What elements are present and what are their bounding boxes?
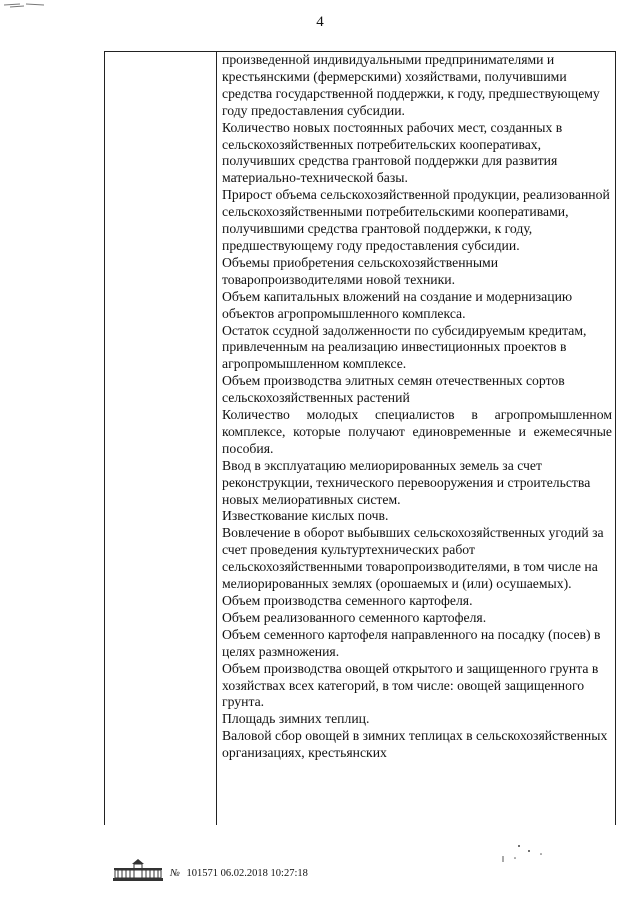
- indicator-entry: Площадь зимних теплиц.: [222, 711, 370, 727]
- indicator-entry: Объем производства элитных семян отечественных сортов сельскохозяйственных растений: [222, 373, 565, 406]
- indicator-entry: Известкование кислых почв.: [222, 508, 389, 524]
- indicator-entry: Прирост объема сельскохозяйственной продукции, реализованной сельскохозяйственными потребительскими кооперативами, получившими средства грантовой поддержки, к году, предшествующему году предоставления субсидии.: [222, 187, 610, 253]
- registry-building-logo: [112, 858, 164, 882]
- indicator-entry: Количество молодых специалистов в агропромышленном комплексе, которые получают единовременные и ежемесячные пособия.: [222, 407, 612, 456]
- document-table: [104, 51, 616, 825]
- indicator-entry: Ввод в эксплуатацию мелиорированных земель за счет реконструкции, технического перевооружения и строительства новых мелиоративных систем.: [222, 457, 591, 507]
- registration-footer: [112, 858, 472, 884]
- indicator-entry: Объемы приобретения сельскохозяйственными товаропроизводителями новой техники.: [222, 254, 499, 287]
- indicator-entry: Валовой сбор овощей в зимних теплицах в сельскохозяйственных организациях, крестьянских: [222, 728, 608, 761]
- scan-specks: [485, 842, 555, 872]
- indicator-entry: Объем реализованного семенного картофеля.: [222, 609, 487, 625]
- indicator-entry: Количество новых постоянных рабочих мест, созданных в сельскохозяйственных потребительских кооперативах, получивших средства грантовой поддержки для развития материально-технической базы.: [222, 119, 563, 186]
- registration-id: [170, 868, 308, 879]
- table-column-divider: [216, 52, 217, 825]
- registration-number-date: 101571 06.02.2018 10:27:18: [186, 868, 308, 879]
- indicator-entry: Вовлечение в оборот выбывших сельскохозяйственных угодий за счет проведения культуртехнических работ сельскохозяйственными товаропроизводителями, в том числе на мелиорированных землях (орошаемых и (или) осушаемых).: [222, 525, 604, 592]
- page-number: 4: [316, 14, 324, 30]
- indicator-entry: Объем производства семенного картофеля.: [222, 593, 473, 608]
- indicator-entry: произведенной индивидуальными предпринимателями и крестьянскими (фермерскими) хозяйствами, получившими средства государственной поддержки, к году, предшествующему году предоставления субсидии.: [222, 52, 600, 118]
- indicator-entry: Объем производства овощей открытого и защищенного грунта в хозяйствах всех категорий, в том числе: овощей защищенного грунта.: [222, 660, 599, 710]
- indicator-entry: Объем капитальных вложений на создание и модернизацию объектов агропромышленного комплекса.: [222, 288, 573, 321]
- indicator-list: [222, 52, 612, 762]
- indicator-entry: Остаток ссудной задолженности по субсидируемым кредитам, привлеченным на реализацию инвестиционных проектов в агропромышленном комплексе.: [222, 322, 587, 372]
- scan-corner-mark: [4, 2, 48, 10]
- number-sign: №: [170, 868, 180, 879]
- indicator-entry: Объем семенного картофеля направленного на посадку (посев) в целях размножения.: [222, 626, 601, 659]
